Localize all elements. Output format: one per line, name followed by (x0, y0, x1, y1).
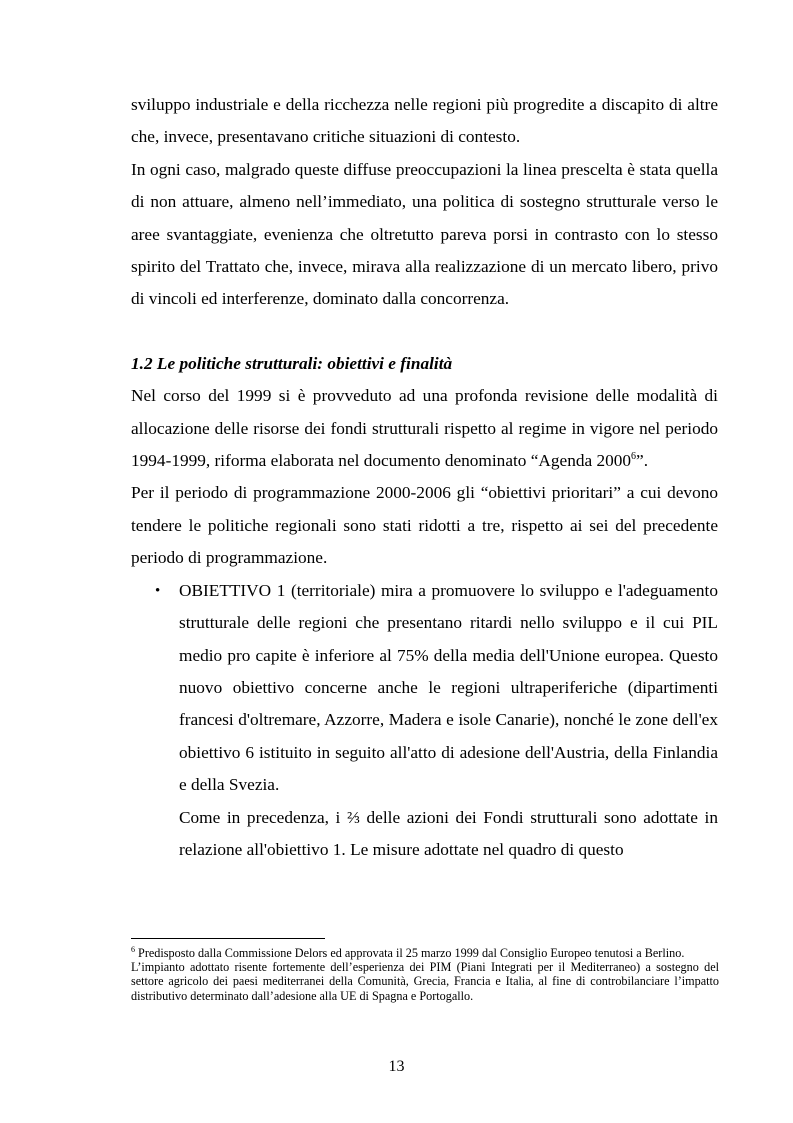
objectives-list (131, 575, 718, 867)
page-number: 13 (388, 1058, 405, 1075)
list-item-text: OBIETTIVO 1 (territoriale) mira a promuovere lo sviluppo e l'adeguamento strutturale delle regioni che presentano ritardi nello sviluppo e il cui PIL medio pro capite è inferiore al 75% della media dell'Unione europea. Questo nuovo obiettivo concerne anche le regioni ultraperiferiche (dipartimenti francesi d'oltremare, Azzorre, Madera e isole Canarie), nonché le zone dell'ex obiettivo 6 istituito in seguito all'atto di adesione dell'Austria, della Finlandia e della Svezia. (179, 580, 718, 795)
paragraph (131, 380, 718, 477)
paragraph-text-end: ”. (636, 451, 649, 471)
footnote-continuation: L’impianto adottato risente fortemente dell’esperienza dei PIM (Piani Integrati per il Mediterraneo) a sostegno del settore agricolo dei paesi mediterranei della Comunità, Grecia, Francia e Italia, al fine di controbilanciare l’impatto distributivo determinato dall’adesione alla UE di Spagna e Portogallo. (131, 960, 719, 1003)
footnote (131, 946, 719, 960)
paragraph-text: Nel corso del 1999 si è provveduto ad una profonda revisione delle modalità di allocazione delle risorse dei fondi strutturali rispetto al regime in vigore nel periodo 1994-1999, riforma elaborata nel documento denominato “Agenda 2000 (131, 386, 718, 471)
section-heading: 1.2 Le politiche strutturali: obiettivi e finalità (131, 353, 453, 373)
bullet-icon: • (155, 582, 161, 599)
footnotes (131, 946, 719, 1003)
main-text (131, 89, 718, 866)
paragraph: Per il periodo di programmazione 2000-2006 gli “obiettivi prioritari” a cui devono tendere le politiche regionali sono stati ridotti a tre, rispetto ai sei del precedente periodo di programmazione. (131, 483, 718, 568)
footnote-separator (131, 938, 325, 939)
list-item (131, 575, 718, 802)
footnote-text: Predisposto dalla Commissione Delors ed approvata il 25 marzo 1999 dal Consiglio Europeo tenutosi a Berlino. (138, 946, 685, 960)
footnote-reference: 6 (631, 451, 637, 463)
paragraph: In ogni caso, malgrado queste diffuse preoccupazioni la linea prescelta è stata quella di non attuare, almeno nell’immediato, una politica di sostegno strutturale verso le aree svantaggiate, evenienza che oltretutto pareva porsi in contrasto con lo stesso spirito del Trattato che, invece, mirava alla realizzazione di un mercato libero, privo di vincoli ed interferenze, dominato dalla concorrenza. (131, 159, 718, 309)
footnote-mark: 6 (131, 944, 135, 954)
paragraph: sviluppo industriale e della ricchezza nelle regioni più progredite a discapito di altre che, invece, presentavano critiche situazioni di contesto. (131, 95, 718, 147)
list-item-continuation: Come in precedenza, i ⅔ delle azioni dei Fondi strutturali sono adottate in relazione all'obiettivo 1. Le misure adottate nel quadro di questo (179, 807, 718, 859)
